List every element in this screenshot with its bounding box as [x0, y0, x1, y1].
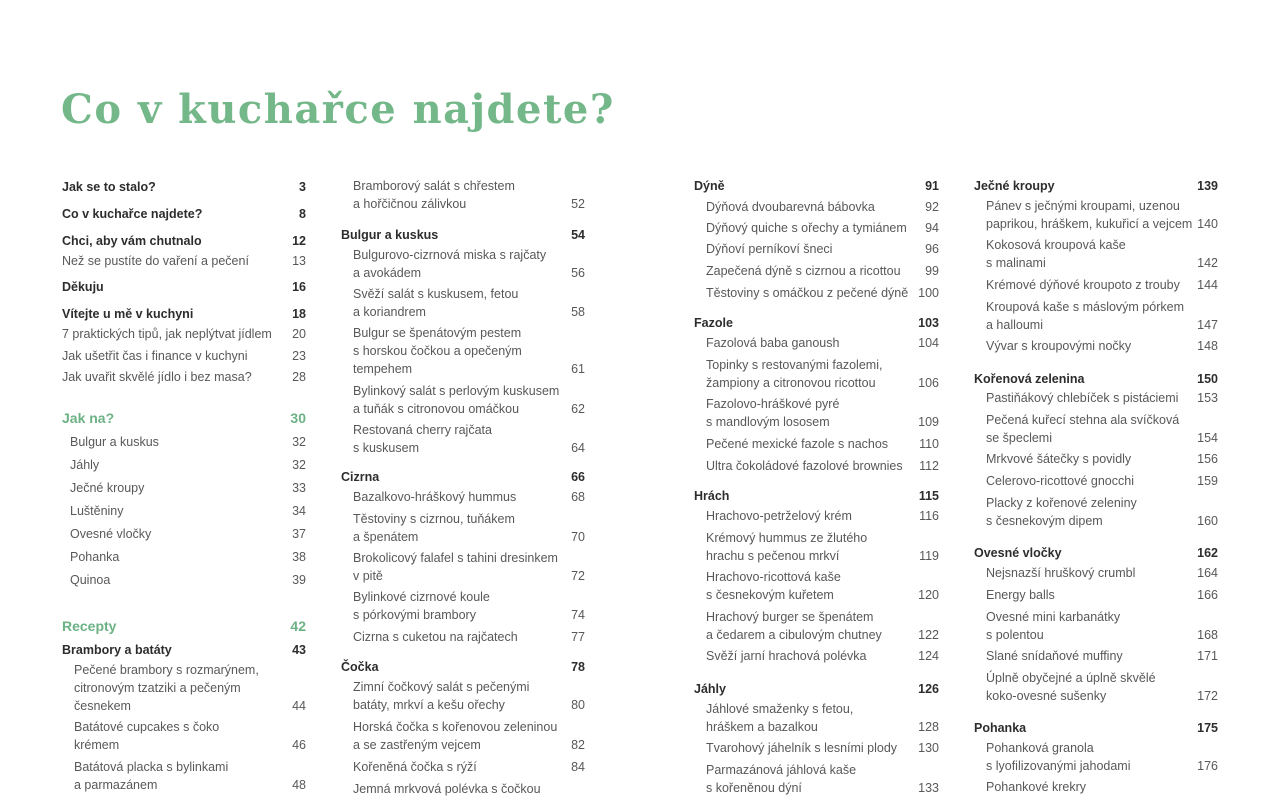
toc-entry-title: Cizrna — [341, 470, 380, 484]
toc-entry-title: Pečené mexické fazole s nachos — [706, 437, 889, 451]
toc-entry-page-number: 94 — [925, 221, 939, 235]
toc-entry[interactable] — [62, 368, 306, 386]
toc-section-entry[interactable] — [974, 177, 1218, 195]
toc-entry[interactable] — [341, 177, 585, 213]
toc-entry-title: Bulgur se špenátovým pestem s horskou čočkou a opečeným tempehem — [353, 326, 522, 376]
toc-entry[interactable] — [694, 761, 939, 797]
toc-entry[interactable] — [341, 488, 585, 506]
toc-entry-title: Bulgur a kuskus — [341, 228, 439, 242]
toc-entry-page-number: 48 — [292, 778, 306, 792]
toc-section-entry[interactable] — [62, 205, 306, 223]
toc-entry-title: Jemná mrkvová polévka s čočkou — [353, 782, 541, 796]
toc-entry-page-number: 122 — [918, 628, 939, 642]
toc-entry[interactable] — [974, 472, 1218, 490]
toc-entry-page-number: 176 — [1197, 759, 1218, 773]
toc-entry-page-number: 168 — [1197, 628, 1218, 642]
toc-entry-page-number: 99 — [925, 264, 939, 278]
toc-entry-title: Energy balls — [986, 588, 1055, 602]
toc-entry-title: Kořeněná čočka s rýží — [353, 760, 477, 774]
toc-entry[interactable] — [694, 395, 939, 431]
toc-entry[interactable] — [62, 525, 306, 543]
toc-entry[interactable] — [341, 588, 585, 624]
toc-section-entry[interactable] — [974, 370, 1218, 388]
toc-section-entry[interactable] — [974, 544, 1218, 562]
toc-entry[interactable] — [974, 778, 1218, 796]
toc-entry-title: Bulgur a kuskus — [70, 435, 159, 449]
toc-entry-title: Horská čočka s kořenovou zeleninou a se zastřeným vejcem — [353, 720, 558, 752]
toc-entry[interactable] — [694, 219, 939, 237]
toc-entry-page-number: 62 — [571, 402, 585, 416]
toc-entry[interactable] — [974, 494, 1218, 530]
toc-entry-page-number: 160 — [1197, 514, 1218, 528]
toc-entry-title: Cizrna s cuketou na rajčatech — [353, 630, 518, 644]
toc-entry-title: Pohanka — [70, 550, 120, 564]
toc-entry-page-number: 38 — [292, 550, 306, 564]
toc-entry-page-number: 56 — [571, 266, 585, 280]
toc-section-entry[interactable] — [974, 719, 1218, 737]
toc-entry-title: Fazolovo-hráškové pyré s mandlovým lososem — [706, 397, 840, 429]
toc-entry-page-number: 92 — [925, 200, 939, 214]
toc-entry[interactable] — [694, 356, 939, 392]
toc-entry-page-number: 140 — [1197, 217, 1218, 231]
toc-entry-title: Kokosová kroupová kaše s malinami — [986, 238, 1126, 270]
toc-entry-title: Pečené brambory s rozmarýnem, citronovým tzatziki a pečeným česnekem — [74, 663, 259, 713]
toc-entry-title: Dýně — [694, 179, 725, 193]
toc-entry[interactable] — [974, 586, 1218, 604]
toc-entry[interactable] — [62, 571, 306, 589]
toc-entry-title: Krémový hummus ze žlutého hrachu s pečenou mrkví — [706, 531, 868, 563]
toc-entry[interactable] — [341, 628, 585, 646]
toc-entry-title: Topinky s restovanými fazolemi, žampiony a citronovou ricottou — [706, 358, 883, 390]
toc-entry-title: Hrách — [694, 489, 730, 503]
toc-entry-page-number: 20 — [292, 327, 306, 341]
toc-entry[interactable] — [694, 198, 939, 216]
toc-entry-page-number: 13 — [292, 254, 306, 268]
toc-entry[interactable] — [974, 608, 1218, 644]
toc-entry-title: Svěží jarní hrachová polévka — [706, 649, 867, 663]
toc-entry-page-number: 175 — [1197, 721, 1218, 735]
toc-entry-title: Jak na? — [62, 410, 115, 426]
toc-entry-page-number: 156 — [1197, 452, 1218, 466]
toc-entry-title: Jak uvařit skvělé jídlo i bez masa? — [62, 370, 252, 384]
toc-entry-page-number: 72 — [571, 569, 585, 583]
toc-entry-page-number: 28 — [292, 370, 306, 384]
toc-entry-title: Ječné kroupy — [974, 179, 1055, 193]
toc-entry[interactable] — [62, 347, 306, 365]
toc-entry-page-number: 96 — [925, 242, 939, 256]
toc-entry-page-number: 144 — [1197, 278, 1218, 292]
toc-column-1 — [62, 0, 306, 800]
toc-entry-page-number: 66 — [571, 470, 585, 484]
toc-entry-page-number: 109 — [918, 415, 939, 429]
toc-entry-page-number: 77 — [571, 630, 585, 644]
toc-entry[interactable] — [62, 252, 306, 270]
toc-entry-title: Jáhly — [694, 682, 726, 696]
toc-entry-page-number: 139 — [1197, 179, 1218, 193]
toc-entry-page-number: 42 — [290, 618, 306, 634]
toc-entry[interactable] — [974, 411, 1218, 447]
toc-entry-title: Restovaná cherry rajčata s kuskusem — [353, 423, 492, 455]
toc-entry-page-number: 119 — [919, 549, 939, 563]
toc-entry[interactable] — [62, 548, 306, 566]
toc-entry-title: Quinoa — [70, 573, 111, 587]
toc-entry[interactable] — [974, 337, 1218, 355]
toc-entry-title: Fazolová baba ganoush — [706, 336, 840, 350]
toc-entry-page-number: 154 — [1197, 431, 1218, 445]
toc-section-entry[interactable] — [694, 177, 939, 195]
toc-entry-page-number: 44 — [292, 699, 306, 713]
toc-entry[interactable] — [974, 276, 1218, 294]
toc-entry-page-number: 70 — [571, 530, 585, 544]
toc-entry[interactable] — [694, 435, 939, 453]
toc-entry-title: Bylinkový salát s perlovým kuskusem a tuňák s citronovou omáčkou — [353, 384, 560, 416]
toc-entry-page-number: 126 — [918, 682, 939, 696]
toc-entry[interactable] — [694, 568, 939, 604]
toc-entry-page-number: 78 — [571, 660, 585, 674]
toc-section-entry[interactable] — [341, 658, 585, 676]
toc-entry-page-number: 30 — [290, 410, 306, 426]
toc-entry-title: Zapečená dýně s cizrnou a ricottou — [706, 264, 901, 278]
toc-column-3 — [694, 0, 939, 800]
toc-entry[interactable] — [694, 700, 939, 736]
toc-entry-title: Jak ušetřit čas i finance v kuchyni — [62, 349, 248, 363]
toc-section-entry[interactable] — [62, 409, 306, 427]
toc-entry-title: Pečená kuřecí stehna ala svíčková se špeclemi — [986, 413, 1180, 445]
toc-entry[interactable] — [974, 669, 1218, 705]
toc-entry-title: Než se pustíte do vaření a pečení — [62, 254, 249, 268]
toc-section-entry[interactable] — [62, 278, 306, 296]
toc-section-entry[interactable] — [62, 305, 306, 323]
toc-entry-title: Brambory a batáty — [62, 643, 172, 657]
toc-entry[interactable] — [974, 389, 1218, 407]
toc-entry-page-number: 162 — [1197, 546, 1218, 560]
toc-entry-page-number: 58 — [571, 305, 585, 319]
toc-entry[interactable] — [694, 457, 939, 475]
toc-entry[interactable] — [341, 718, 585, 754]
toc-entry-title: Luštěniny — [70, 504, 124, 518]
toc-entry-page-number: 8 — [299, 207, 306, 221]
toc-entry-title: Hrachovo-petrželový krém — [706, 509, 852, 523]
toc-entry-title: Ovesné vločky — [974, 546, 1062, 560]
toc-section-entry[interactable] — [62, 641, 306, 659]
toc-entry-page-number: 147 — [1197, 318, 1218, 332]
toc-entry-page-number: 153 — [1197, 391, 1218, 405]
toc-entry-page-number: 133 — [918, 781, 939, 795]
toc-entry-title: Nejsnazší hruškový crumbl — [986, 566, 1136, 580]
toc-entry-page-number: 124 — [918, 649, 939, 663]
toc-entry-title: Dýňoví perníkoví šneci — [706, 242, 833, 256]
toc-entry-page-number: 150 — [1197, 372, 1218, 386]
toc-entry-page-number: 106 — [918, 376, 939, 390]
toc-entry-title: Zimní čočkový salát s pečenými batáty, mrkví a kešu ořechy — [353, 680, 530, 712]
toc-entry-page-number: 46 — [292, 738, 306, 752]
toc-entry[interactable] — [62, 718, 306, 754]
toc-entry-page-number: 128 — [918, 720, 939, 734]
toc-entry-page-number: 32 — [292, 435, 306, 449]
toc-entry-title: Svěží salát s kuskusem, fetou a koriandrem — [353, 287, 519, 319]
toc-entry[interactable] — [974, 298, 1218, 334]
toc-entry[interactable] — [341, 758, 585, 776]
toc-entry-page-number: 61 — [571, 362, 585, 376]
toc-entry[interactable] — [694, 529, 939, 565]
toc-entry[interactable] — [974, 450, 1218, 468]
toc-entry[interactable] — [694, 284, 939, 302]
toc-entry-title: Těstoviny s cizrnou, tuňákem a špenátem — [353, 512, 515, 544]
toc-entry[interactable] — [62, 479, 306, 497]
toc-entry-page-number: 110 — [919, 437, 939, 451]
toc-entry-title: Mrkvové šátečky s povidly — [986, 452, 1132, 466]
toc-entry-title: Placky z kořenové zeleniny s česnekovým dipem — [986, 496, 1137, 528]
toc-entry-title: Bylinkové cizrnové koule s pórkovými brambory — [353, 590, 490, 622]
toc-entry-title: Ovesné vločky — [70, 527, 152, 541]
toc-entry-page-number: 116 — [919, 509, 939, 523]
toc-entry-page-number: 18 — [292, 307, 306, 321]
toc-entry-page-number: 52 — [571, 197, 585, 211]
toc-entry-title: Kroupová kaše s máslovým pórkem a halloumi — [986, 300, 1184, 332]
toc-entry-page-number: 3 — [299, 180, 306, 194]
toc-entry-page-number: 84 — [571, 760, 585, 774]
toc-entry-page-number: 171 — [1197, 649, 1218, 663]
toc-entry-page-number: 37 — [292, 527, 306, 541]
toc-column-4 — [974, 0, 1218, 800]
toc-entry-title: Ovesné mini karbanátky s polentou — [986, 610, 1121, 642]
toc-entry-page-number: 39 — [292, 573, 306, 587]
toc-entry-title: Úplně obyčejné a úplně skvělé koko-ovesné sušenky — [986, 671, 1156, 703]
toc-section-entry[interactable] — [694, 680, 939, 698]
toc-entry[interactable] — [62, 502, 306, 520]
toc-entry-page-number: 159 — [1197, 474, 1218, 488]
toc-entry[interactable] — [62, 325, 306, 343]
toc-section-entry[interactable] — [341, 226, 585, 244]
toc-entry-title: Hrachový burger se špenátem a čedarem a cibulovým chutney — [706, 610, 882, 642]
toc-entry-title: Vývar s kroupovými nočky — [986, 339, 1132, 353]
toc-entry-title: Batátové cupcakes s čoko krémem — [74, 720, 220, 752]
toc-entry-page-number: 74 — [571, 608, 585, 622]
toc-entry[interactable] — [341, 421, 585, 457]
toc-entry[interactable] — [62, 758, 306, 794]
toc-entry-page-number: 172 — [1197, 689, 1218, 703]
toc-entry-title: Pastiňákový chlebíček s pistáciemi — [986, 391, 1179, 405]
toc-entry-page-number: 142 — [1197, 256, 1218, 270]
toc-section-entry[interactable] — [62, 617, 306, 635]
toc-entry-page-number: 148 — [1197, 339, 1218, 353]
toc-entry-title: Bramborový salát s chřestem a hořčičnou zálivkou — [353, 179, 515, 211]
toc-entry[interactable] — [341, 678, 585, 714]
toc-entry-page-number: 23 — [292, 349, 306, 363]
toc-entry-page-number: 112 — [919, 459, 939, 473]
toc-entry[interactable] — [694, 240, 939, 258]
toc-entry-title: Co v kuchařce najdete? — [62, 207, 203, 221]
toc-entry-title: Pohankové krekry — [986, 780, 1087, 794]
toc-entry[interactable] — [694, 262, 939, 280]
toc-entry[interactable] — [341, 285, 585, 321]
toc-entry-title: Recepty — [62, 618, 117, 634]
toc-entry-title: Těstoviny s omáčkou z pečené dýně — [706, 286, 909, 300]
toc-entry[interactable] — [62, 456, 306, 474]
toc-entry[interactable] — [62, 661, 306, 715]
toc-entry-page-number: 43 — [292, 643, 306, 657]
toc-entry[interactable] — [341, 549, 585, 585]
toc-entry-page-number: 164 — [1197, 566, 1218, 580]
toc-entry[interactable] — [341, 382, 585, 418]
toc-entry[interactable] — [974, 236, 1218, 272]
toc-entry-title: Vítejte u mě v kuchyni — [62, 307, 194, 321]
toc-entry[interactable] — [694, 739, 939, 757]
toc-entry-title: Brokolicový falafel s tahini dresinkem v pitě — [353, 551, 558, 583]
toc-section-entry[interactable] — [694, 487, 939, 505]
toc-entry-page-number: 80 — [571, 698, 585, 712]
toc-entry-page-number: 166 — [1197, 588, 1218, 602]
toc-entry-title: Dýňový quiche s ořechy a tymiánem — [706, 221, 907, 235]
toc-entry[interactable] — [694, 608, 939, 644]
toc-entry-title: Bazalkovo-hráškový hummus — [353, 490, 517, 504]
toc-entry[interactable] — [694, 507, 939, 525]
toc-entry-title: Krémové dýňové kroupoto z trouby — [986, 278, 1180, 292]
toc-entry-page-number: 33 — [292, 481, 306, 495]
toc-entry-title: Hrachovo-ricottová kaše s česnekovým kuřetem — [706, 570, 841, 602]
toc-entry-title: 7 praktických tipů, jak neplýtvat jídlem — [62, 327, 272, 341]
toc-entry-page-number: 16 — [292, 280, 306, 294]
toc-section-entry[interactable] — [62, 178, 306, 196]
toc-entry-title: Jak se to stalo? — [62, 180, 156, 194]
toc-entry[interactable] — [974, 647, 1218, 665]
toc-entry-title: Pohanka — [974, 721, 1027, 735]
toc-entry-title: Batátová placka s bylinkami a parmazánem — [74, 760, 229, 792]
toc-entry-page-number: 32 — [292, 458, 306, 472]
toc-entry[interactable] — [694, 647, 939, 665]
toc-entry-title: Bulgurovo-cizrnová miska s rajčaty a avokádem — [353, 248, 547, 280]
toc-entry-page-number: 68 — [571, 490, 585, 504]
toc-entry-title: Čočka — [341, 660, 379, 674]
toc-entry-title: Chci, aby vám chutnalo — [62, 234, 202, 248]
toc-entry-title: Ječné kroupy — [70, 481, 145, 495]
toc-entry-title: Parmazánová jáhlová kaše s kořeněnou dýní — [706, 763, 857, 795]
page-title: Co v kuchařce najdete? — [61, 86, 615, 133]
toc-entry-title: Ultra čokoládové fazolové brownies — [706, 459, 903, 473]
toc-section-entry[interactable] — [694, 314, 939, 332]
toc-entry[interactable] — [341, 510, 585, 546]
toc-entry[interactable] — [974, 739, 1218, 775]
toc-entry-page-number: 120 — [918, 588, 939, 602]
toc-entry-page-number: 130 — [918, 741, 939, 755]
toc-entry-title: Tvarohový jáhelník s lesními plody — [706, 741, 898, 755]
toc-entry-page-number: 64 — [571, 441, 585, 455]
toc-entry-title: Děkuju — [62, 280, 104, 294]
toc-entry-title: Dýňová dvoubarevná bábovka — [706, 200, 875, 214]
toc-section-entry[interactable] — [62, 232, 306, 250]
toc-entry-page-number: 12 — [292, 234, 306, 248]
toc-column-2 — [341, 0, 585, 800]
toc-entry-title: Slané snídaňové muffiny — [986, 649, 1123, 663]
toc-entry-page-number: 91 — [925, 179, 939, 193]
toc-entry[interactable] — [974, 197, 1218, 233]
toc-entry[interactable] — [341, 780, 585, 798]
toc-entry[interactable] — [341, 324, 585, 378]
toc-entry-page-number: 34 — [292, 504, 306, 518]
toc-entry-page-number: 100 — [918, 286, 939, 300]
toc-entry-title: Jáhlové smaženky s fetou, hráškem a bazalkou — [706, 702, 854, 734]
toc-entry-page-number: 115 — [918, 489, 939, 503]
toc-entry[interactable] — [694, 334, 939, 352]
toc-entry[interactable] — [62, 433, 306, 451]
toc-entry-title: Jáhly — [70, 458, 100, 472]
toc-entry-page-number: 104 — [918, 336, 939, 350]
toc-entry-page-number: 54 — [571, 228, 585, 242]
toc-entry[interactable] — [974, 564, 1218, 582]
toc-entry[interactable] — [341, 246, 585, 282]
toc-entry-page-number: 103 — [918, 316, 939, 330]
toc-entry-page-number: 82 — [571, 738, 585, 752]
toc-section-entry[interactable] — [341, 468, 585, 486]
toc-entry-title: Pohanková granola s lyofilizovanými jahodami — [986, 741, 1131, 773]
toc-entry-title: Pánev s ječnými kroupami, uzenou paprikou, hráškem, kukuřicí a vejcem — [986, 199, 1193, 231]
toc-entry-title: Kořenová zelenina — [974, 372, 1085, 386]
toc-entry-title: Fazole — [694, 316, 733, 330]
toc-entry-title: Celerovo-ricottové gnocchi — [986, 474, 1134, 488]
